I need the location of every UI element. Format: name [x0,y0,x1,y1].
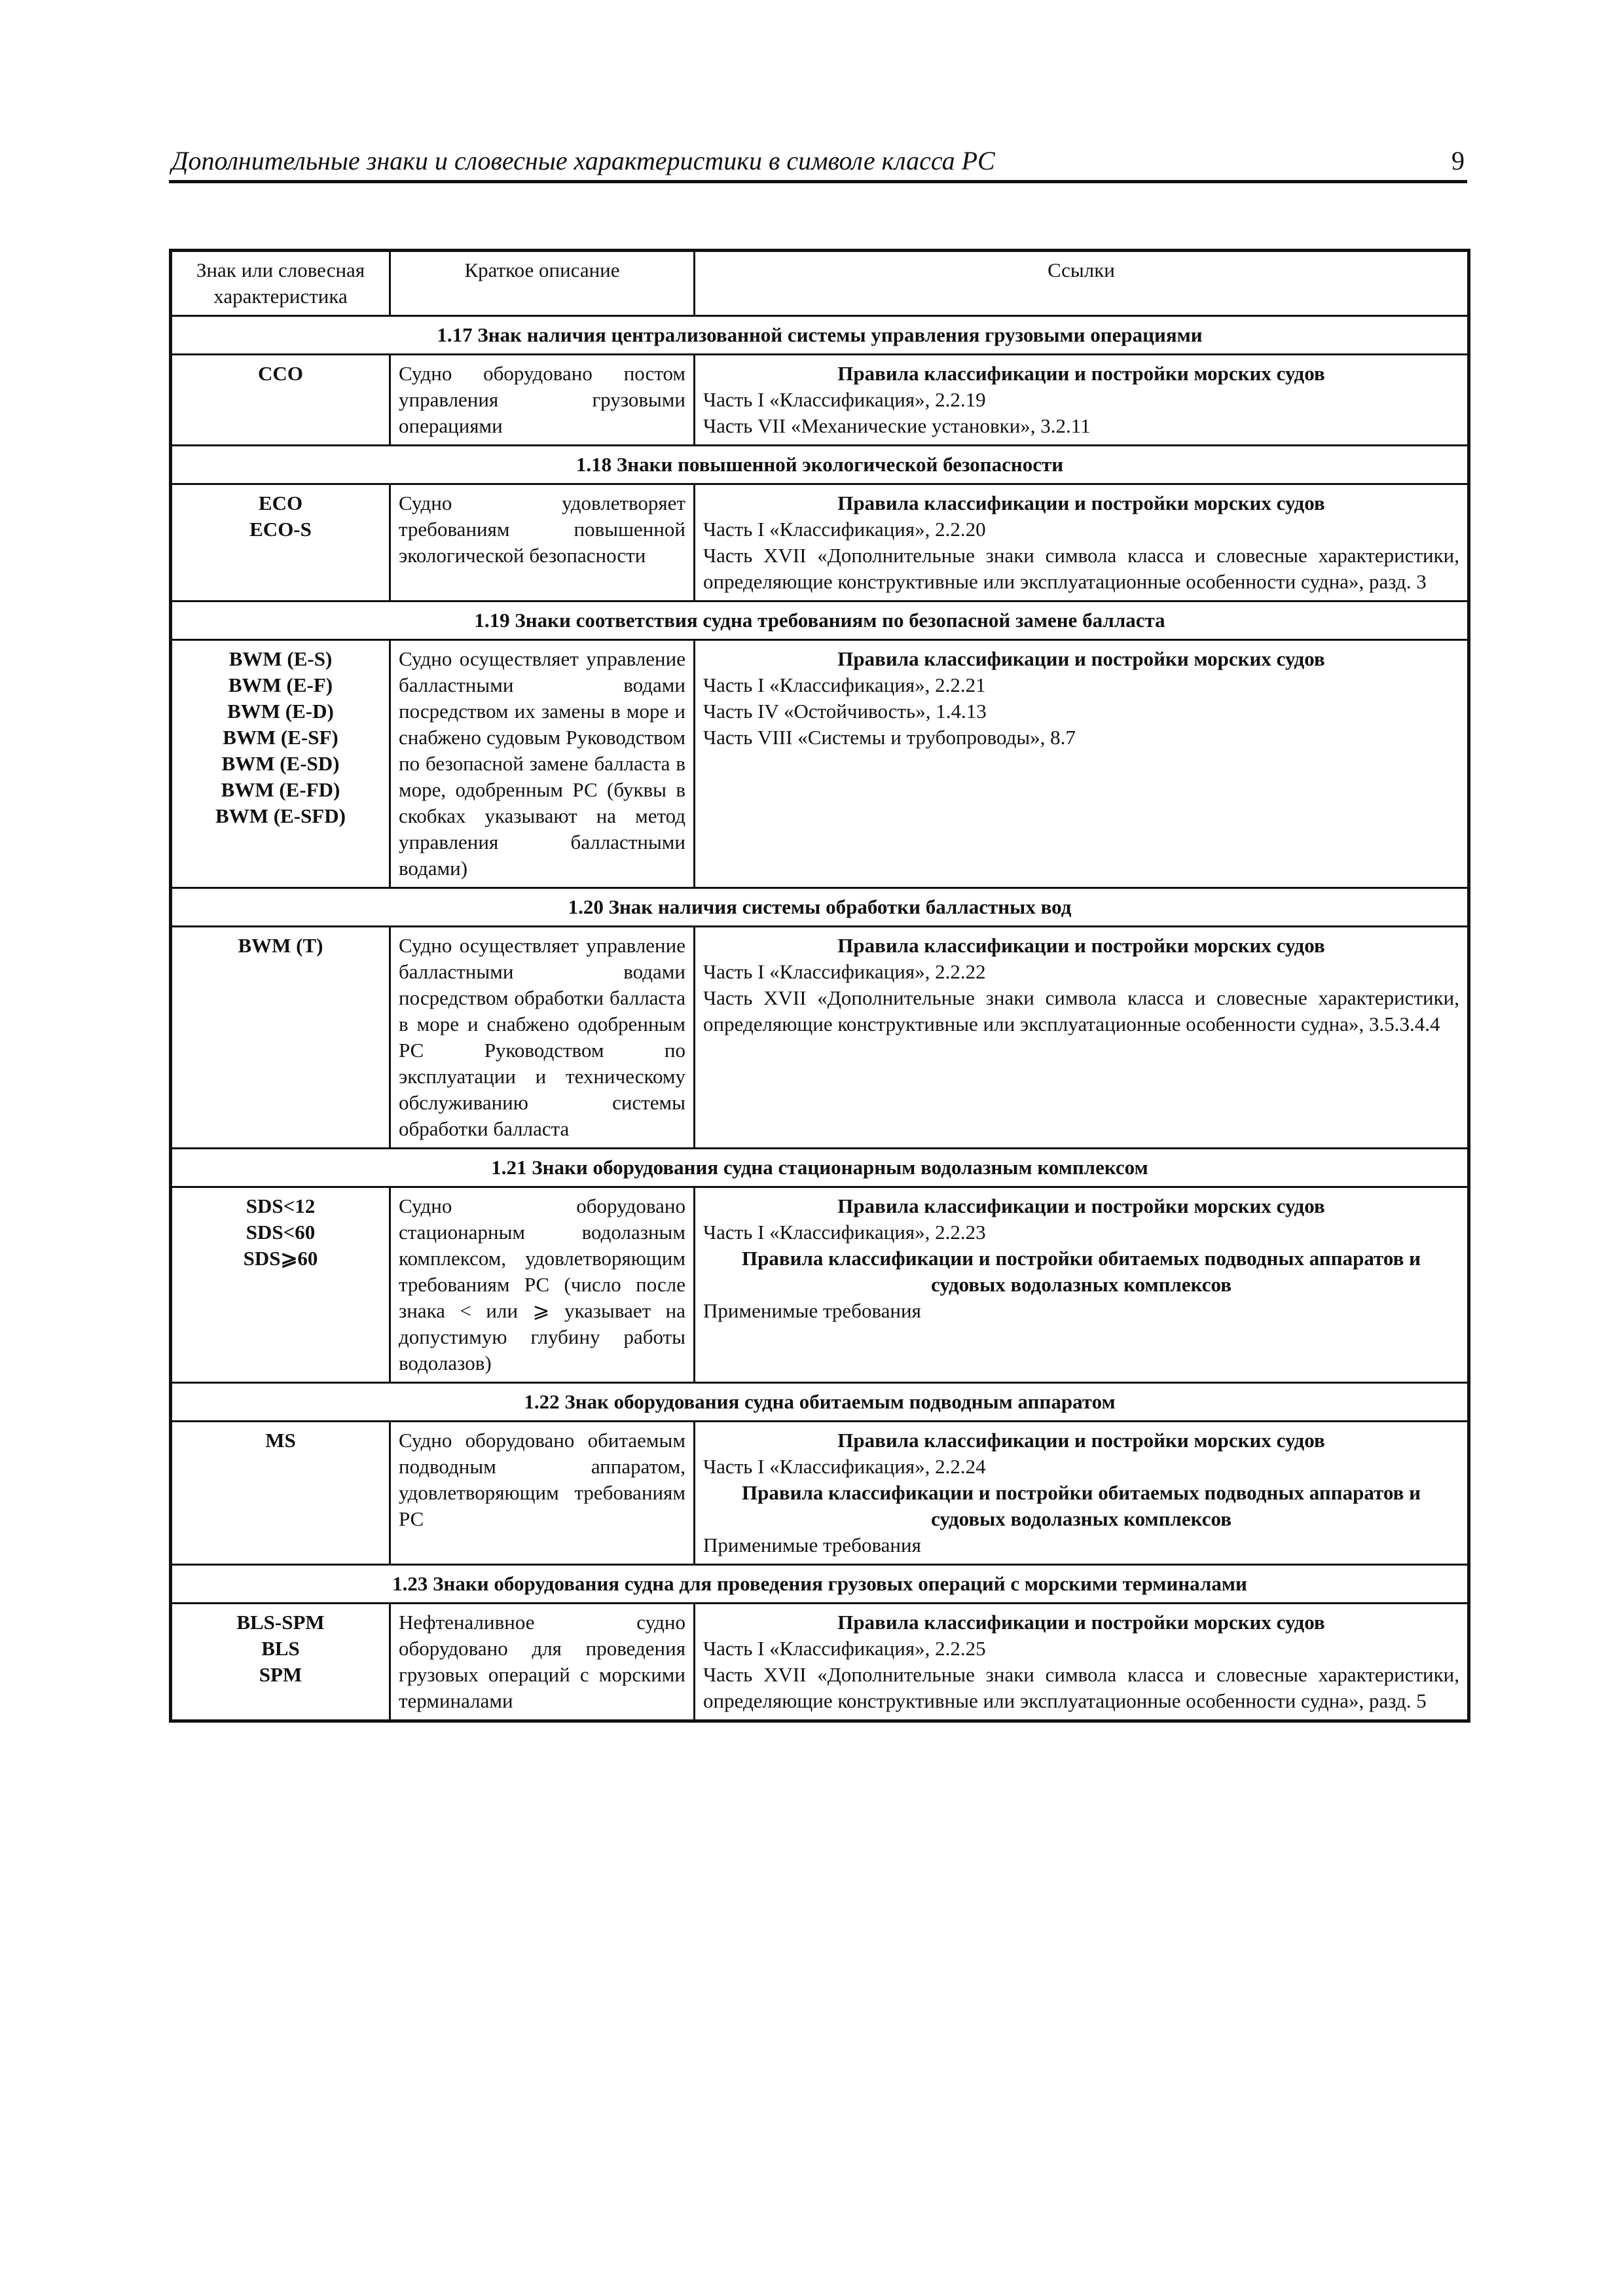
reference-line: Часть I «Классификация», 2.2.21 [703,673,986,696]
section-title: 1.20 Знак наличия системы обработки балластных вод [171,888,1469,927]
table-row [171,355,1469,446]
description-cell: Нефтеналивное судно оборудовано для проведения грузовых операций с морскими терминалами [390,1604,695,1721]
table-row [171,927,1469,1149]
page-title: Дополнительные знаки и словесные характеристики в символе класса РС [172,146,995,175]
section-title: 1.18 Знаки повышенной экологической безопасности [171,446,1469,484]
references-cell [695,1187,1469,1383]
class-mark: BLS-SPM [236,1611,325,1634]
reference-rules-title: Правила классификации и постройки морских судов [837,1429,1325,1452]
column-header-description: Краткое описание [390,251,695,316]
reference-line: Часть I «Классификация», 2.2.25 [703,1637,986,1660]
class-mark: BWM (T) [238,934,323,957]
table-header-row [171,251,1469,316]
section-heading-row [171,446,1469,484]
table-row [171,1187,1469,1383]
references-cell [695,484,1469,601]
reference-line: Часть XVII «Дополнительные знаки символа класса и словесные характеристики, определяющие конструктивные или эксплуатационные особенности судна», разд. 3 [703,544,1459,593]
class-marks-cell [171,640,390,888]
column-header-mark: Знак или словесная характеристика [171,251,390,316]
section-title: 1.21 Знаки оборудования судна стационарным водолазным комплексом [171,1149,1469,1187]
class-mark: BWM (E-SFD) [215,804,346,827]
class-mark: SPM [259,1663,302,1686]
class-marks-cell [171,1422,390,1565]
class-mark: BWM (E-S) [228,647,333,670]
section-title: 1.23 Знаки оборудования судна для проведения грузовых операций с морскими терминалами [171,1565,1469,1604]
reference-line: Часть I «Классификация», 2.2.22 [703,960,986,983]
references-cell [695,927,1469,1149]
page-number: 9 [1451,146,1465,175]
table-row [171,1422,1469,1565]
class-mark: SDS<60 [246,1221,316,1244]
section-heading-row [171,316,1469,355]
section-title: 1.17 Знак наличия централизованной системы управления грузовыми операциями [171,316,1469,355]
table-body [171,316,1469,1721]
class-mark: BWM (E-D) [227,700,334,723]
description-cell: Судно оборудовано постом управления грузовыми операциями [390,355,695,446]
description-cell: Судно оборудовано стационарным водолазным комплексом, удовлетворяющим требованиям РС (число после знака < или ⩾ указывает на допустимую глубину работы водолазов) [390,1187,695,1383]
class-marks-cell [171,1604,390,1721]
description-cell: Судно осуществляет управление балластными водами посредством их замены в море и снабжено судовым Руководством по безопасной замене балласта в море, одобренным РС (буквы в скобках указывают на метод управления балластными водами) [390,640,695,888]
reference-rules-title: Правила классификации и постройки морских судов [837,647,1325,670]
reference-rules-title: Правила классификации и постройки морских судов [837,1194,1325,1217]
references-cell [695,355,1469,446]
class-mark: BWM (E-SD) [221,752,340,775]
reference-rules-title: Правила классификации и постройки морских судов [837,492,1325,514]
class-mark: BWM (E-F) [228,673,333,696]
reference-line: Часть XVII «Дополнительные знаки символа класса и словесные характеристики, определяющие конструктивные или эксплуатационные особенности судна», разд. 5 [703,1663,1459,1712]
reference-rules-title: Правила классификации и постройки морских судов [837,362,1325,385]
section-heading-row [171,601,1469,640]
reference-line: Часть I «Классификация», 2.2.19 [703,388,986,411]
class-marks-cell [171,355,390,446]
reference-line: Часть I «Классификация», 2.2.20 [703,518,986,541]
class-marks-cell [171,1187,390,1383]
class-mark: MS [265,1429,296,1452]
class-mark: BWM (E-FD) [221,778,340,801]
references-cell [695,1604,1469,1721]
class-mark: SDS<12 [246,1194,316,1217]
references-cell [695,1422,1469,1565]
description-cell: Судно удовлетворяет требованиям повышенной экологической безопасности [390,484,695,601]
class-marks-cell [171,927,390,1149]
description-cell: Судно оборудовано обитаемым подводным аппаратом, удовлетворяющим требованиям РС [390,1422,695,1565]
class-mark: ECO [258,492,303,514]
reference-line: Применимые требования [703,1299,921,1322]
marks-table [169,249,1470,1723]
table-row [171,640,1469,888]
header-rule [169,180,1467,183]
class-mark: ECO-S [249,518,312,541]
section-title: 1.22 Знак оборудования судна обитаемым подводным аппаратом [171,1383,1469,1422]
reference-line: Применимые требования [703,1534,921,1556]
reference-line: Часть I «Классификация», 2.2.24 [703,1455,986,1478]
table-row [171,484,1469,601]
section-heading-row [171,1149,1469,1187]
reference-rules-title: Правила классификации и постройки морских судов [837,1611,1325,1634]
section-title: 1.19 Знаки соответствия судна требованиям по безопасной замене балласта [171,601,1469,640]
section-heading-row [171,1383,1469,1422]
page-header [169,143,1467,179]
class-mark: SDS⩾60 [243,1247,318,1270]
column-header-references: Ссылки [695,251,1469,316]
class-mark: BWM (E-SF) [223,726,338,749]
reference-rules-title: Правила классификации и постройки обитаемых подводных аппаратов и судовых водолазных комплексов [742,1481,1421,1530]
reference-rules-title: Правила классификации и постройки обитаемых подводных аппаратов и судовых водолазных комплексов [742,1247,1421,1296]
reference-rules-title: Правила классификации и постройки морских судов [837,934,1325,957]
reference-line: Часть VIII «Системы и трубопроводы», 8.7 [703,726,1076,749]
reference-line: Часть IV «Остойчивость», 1.4.13 [703,700,987,723]
class-mark: CCO [258,362,303,385]
class-marks-cell [171,484,390,601]
reference-line: Часть I «Классификация», 2.2.23 [703,1221,986,1244]
reference-line: Часть VII «Механические установки», 3.2.11 [703,414,1091,437]
reference-line: Часть XVII «Дополнительные знаки символа класса и словесные характеристики, определяющие конструктивные или эксплуатационные особенности судна», 3.5.3.4.4 [703,986,1459,1035]
section-heading-row [171,888,1469,927]
section-heading-row [171,1565,1469,1604]
table-row [171,1604,1469,1721]
description-cell: Судно осуществляет управление балластными водами посредством обработки балласта в море и снабжено одобренным РС Руководством по эксплуатации и техническому обслуживанию системы обработки балласта [390,927,695,1149]
references-cell [695,640,1469,888]
class-mark: BLS [261,1637,300,1660]
